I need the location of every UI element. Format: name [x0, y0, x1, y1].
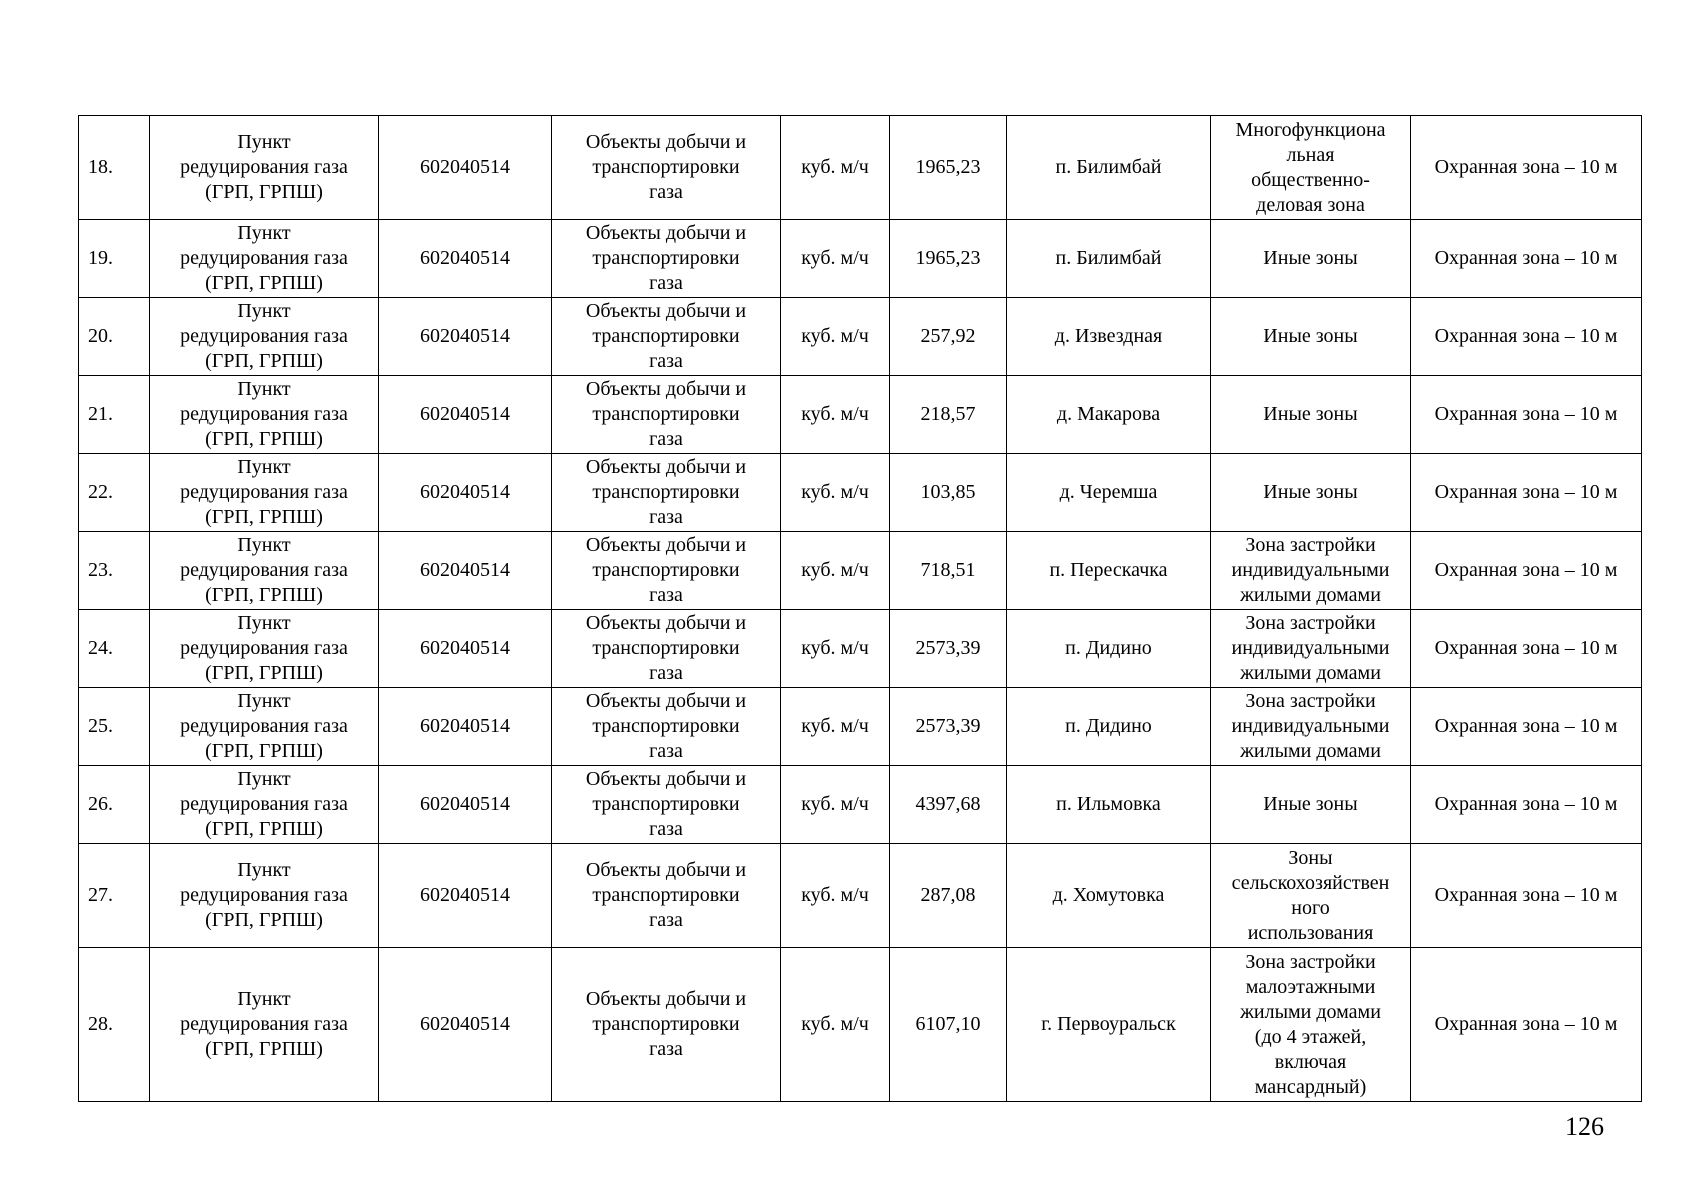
capacity-value: 6107,10: [890, 948, 1007, 1102]
functional-zone: Иные зоны: [1211, 376, 1411, 454]
object-code: 602040514: [379, 298, 552, 376]
location: п. Билимбай: [1007, 220, 1211, 298]
protection-zone: Охранная зона – 10 м: [1411, 610, 1642, 688]
location: д. Извездная: [1007, 298, 1211, 376]
functional-zone: Зона застройки индивидуальными жилыми домами: [1211, 532, 1411, 610]
location: д. Хомутовка: [1007, 844, 1211, 948]
row-number: 20.: [79, 298, 150, 376]
objects-table: [78, 115, 1642, 1102]
capacity-value: 1965,23: [890, 116, 1007, 220]
location: д. Черемша: [1007, 454, 1211, 532]
capacity-value: 287,08: [890, 844, 1007, 948]
table-row: [79, 220, 1642, 298]
protection-zone: Охранная зона – 10 м: [1411, 116, 1642, 220]
table-row: [79, 376, 1642, 454]
object-category: Объекты добычи и транспортировки газа: [552, 610, 781, 688]
object-category: Объекты добычи и транспортировки газа: [552, 766, 781, 844]
capacity-value: 1965,23: [890, 220, 1007, 298]
location: п. Дидино: [1007, 610, 1211, 688]
row-number: 26.: [79, 766, 150, 844]
object-code: 602040514: [379, 844, 552, 948]
unit: куб. м/ч: [781, 688, 890, 766]
row-number: 23.: [79, 532, 150, 610]
object-name: Пункт редуцирования газа (ГРП, ГРПШ): [150, 220, 379, 298]
functional-zone: Зона застройки малоэтажными жилыми домами (до 4 этажей, включая мансардный): [1211, 948, 1411, 1102]
capacity-value: 2573,39: [890, 688, 1007, 766]
unit: куб. м/ч: [781, 116, 890, 220]
functional-zone: Зоны сельскохозяйствен ного использования: [1211, 844, 1411, 948]
functional-zone: Многофункциона льная общественно- деловая зона: [1211, 116, 1411, 220]
object-name: Пункт редуцирования газа (ГРП, ГРПШ): [150, 376, 379, 454]
table-row: [79, 116, 1642, 220]
capacity-value: 4397,68: [890, 766, 1007, 844]
object-name: Пункт редуцирования газа (ГРП, ГРПШ): [150, 948, 379, 1102]
object-name: Пункт редуцирования газа (ГРП, ГРПШ): [150, 688, 379, 766]
object-code: 602040514: [379, 376, 552, 454]
table-row: [79, 298, 1642, 376]
location: п. Перескачка: [1007, 532, 1211, 610]
unit: куб. м/ч: [781, 610, 890, 688]
object-name: Пункт редуцирования газа (ГРП, ГРПШ): [150, 116, 379, 220]
location: д. Макарова: [1007, 376, 1211, 454]
protection-zone: Охранная зона – 10 м: [1411, 766, 1642, 844]
object-code: 602040514: [379, 532, 552, 610]
object-code: 602040514: [379, 220, 552, 298]
functional-zone: Иные зоны: [1211, 766, 1411, 844]
object-name: Пункт редуцирования газа (ГРП, ГРПШ): [150, 532, 379, 610]
object-category: Объекты добычи и транспортировки газа: [552, 220, 781, 298]
protection-zone: Охранная зона – 10 м: [1411, 844, 1642, 948]
table-row: [79, 688, 1642, 766]
object-category: Объекты добычи и транспортировки газа: [552, 298, 781, 376]
unit: куб. м/ч: [781, 220, 890, 298]
object-name: Пункт редуцирования газа (ГРП, ГРПШ): [150, 454, 379, 532]
protection-zone: Охранная зона – 10 м: [1411, 220, 1642, 298]
protection-zone: Охранная зона – 10 м: [1411, 948, 1642, 1102]
table-row: [79, 454, 1642, 532]
table-body: [79, 116, 1642, 1102]
object-code: 602040514: [379, 948, 552, 1102]
protection-zone: Охранная зона – 10 м: [1411, 688, 1642, 766]
protection-zone: Охранная зона – 10 м: [1411, 532, 1642, 610]
table-row: [79, 610, 1642, 688]
unit: куб. м/ч: [781, 376, 890, 454]
row-number: 18.: [79, 116, 150, 220]
object-category: Объекты добычи и транспортировки газа: [552, 844, 781, 948]
protection-zone: Охранная зона – 10 м: [1411, 376, 1642, 454]
capacity-value: 718,51: [890, 532, 1007, 610]
protection-zone: Охранная зона – 10 м: [1411, 454, 1642, 532]
object-code: 602040514: [379, 610, 552, 688]
capacity-value: 103,85: [890, 454, 1007, 532]
unit: куб. м/ч: [781, 532, 890, 610]
location: п. Дидино: [1007, 688, 1211, 766]
row-number: 25.: [79, 688, 150, 766]
unit: куб. м/ч: [781, 766, 890, 844]
page-number: 126: [1565, 1112, 1604, 1141]
location: п. Билимбай: [1007, 116, 1211, 220]
unit: куб. м/ч: [781, 844, 890, 948]
location: г. Первоуральск: [1007, 948, 1211, 1102]
capacity-value: 2573,39: [890, 610, 1007, 688]
location: п. Ильмовка: [1007, 766, 1211, 844]
unit: куб. м/ч: [781, 948, 890, 1102]
row-number: 27.: [79, 844, 150, 948]
functional-zone: Иные зоны: [1211, 298, 1411, 376]
object-code: 602040514: [379, 454, 552, 532]
functional-zone: Иные зоны: [1211, 220, 1411, 298]
table-row: [79, 766, 1642, 844]
object-category: Объекты добычи и транспортировки газа: [552, 948, 781, 1102]
object-code: 602040514: [379, 766, 552, 844]
object-name: Пункт редуцирования газа (ГРП, ГРПШ): [150, 610, 379, 688]
capacity-value: 218,57: [890, 376, 1007, 454]
row-number: 24.: [79, 610, 150, 688]
functional-zone: Иные зоны: [1211, 454, 1411, 532]
functional-zone: Зона застройки индивидуальными жилыми домами: [1211, 610, 1411, 688]
object-code: 602040514: [379, 688, 552, 766]
row-number: 21.: [79, 376, 150, 454]
table-row: [79, 844, 1642, 948]
unit: куб. м/ч: [781, 454, 890, 532]
row-number: 22.: [79, 454, 150, 532]
capacity-value: 257,92: [890, 298, 1007, 376]
object-category: Объекты добычи и транспортировки газа: [552, 116, 781, 220]
object-name: Пункт редуцирования газа (ГРП, ГРПШ): [150, 844, 379, 948]
row-number: 28.: [79, 948, 150, 1102]
object-name: Пункт редуцирования газа (ГРП, ГРПШ): [150, 766, 379, 844]
table-row: [79, 948, 1642, 1102]
object-name: Пункт редуцирования газа (ГРП, ГРПШ): [150, 298, 379, 376]
functional-zone: Зона застройки индивидуальными жилыми домами: [1211, 688, 1411, 766]
object-category: Объекты добычи и транспортировки газа: [552, 688, 781, 766]
protection-zone: Охранная зона – 10 м: [1411, 298, 1642, 376]
object-code: 602040514: [379, 116, 552, 220]
object-category: Объекты добычи и транспортировки газа: [552, 454, 781, 532]
unit: куб. м/ч: [781, 298, 890, 376]
object-category: Объекты добычи и транспортировки газа: [552, 532, 781, 610]
object-category: Объекты добычи и транспортировки газа: [552, 376, 781, 454]
table-row: [79, 532, 1642, 610]
row-number: 19.: [79, 220, 150, 298]
